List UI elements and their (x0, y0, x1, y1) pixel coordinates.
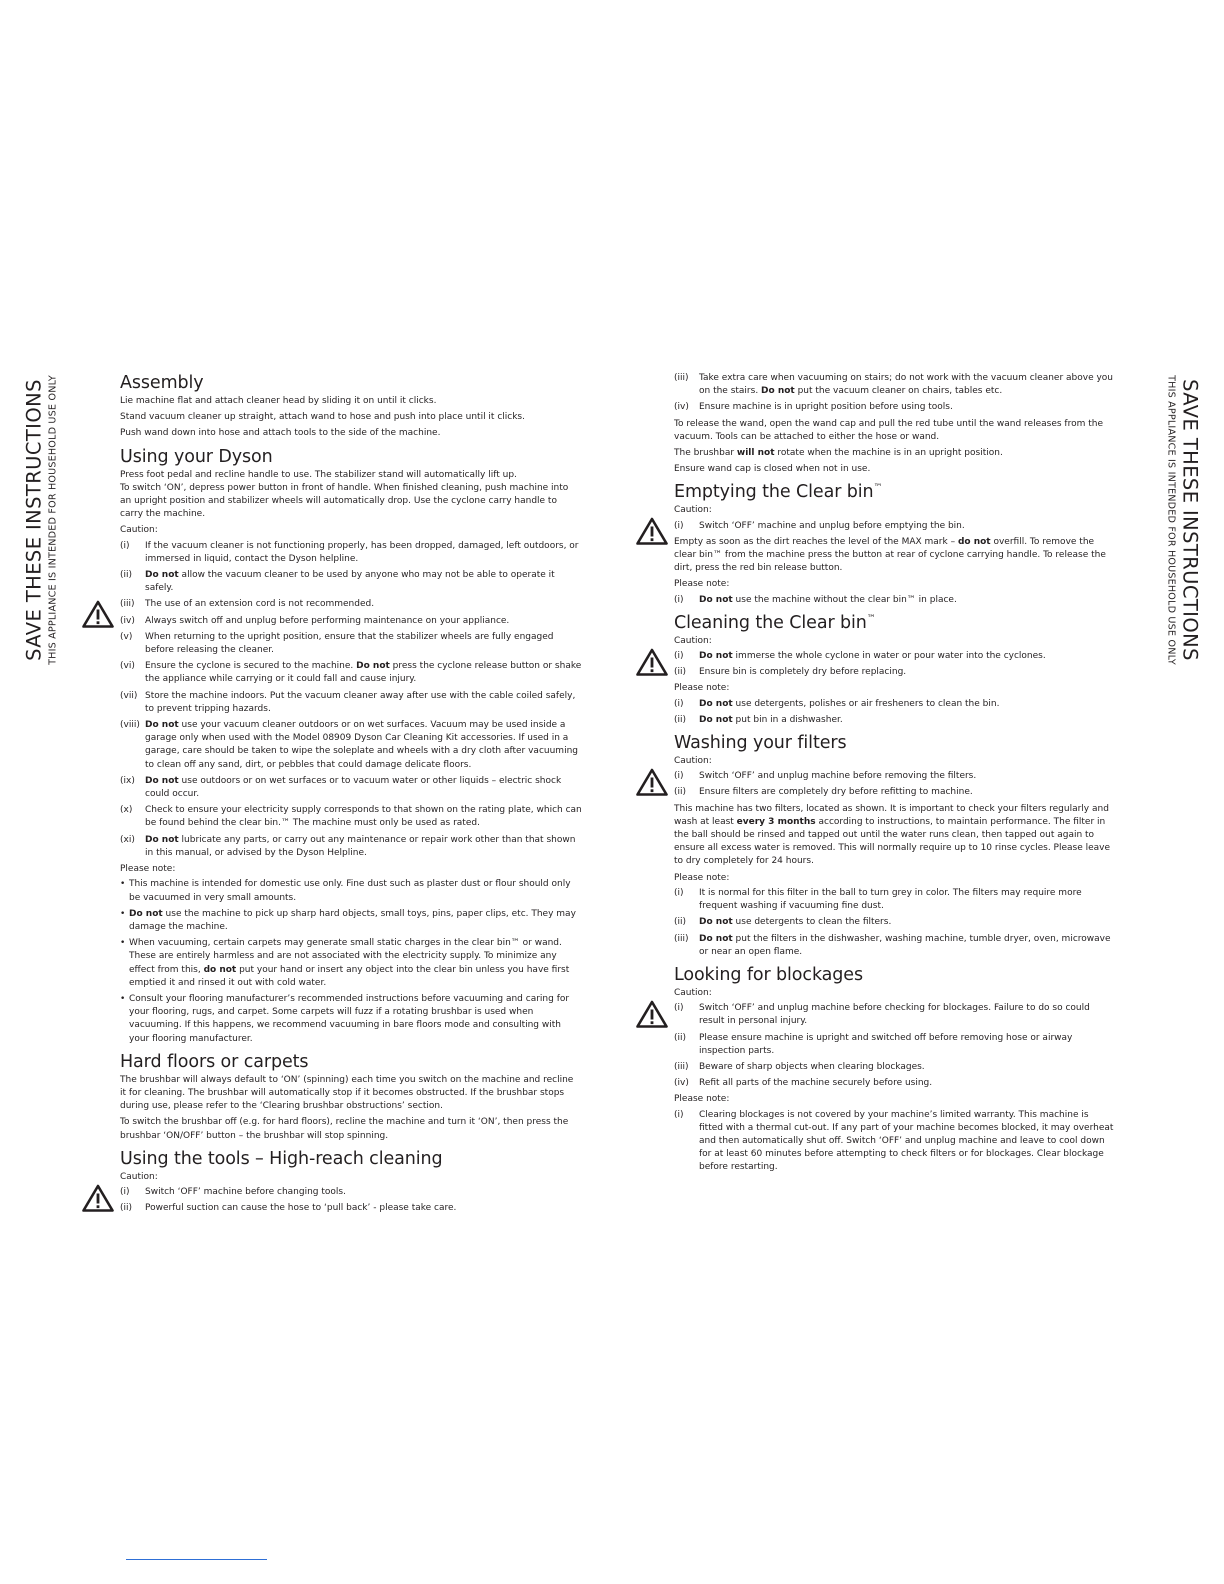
right-column (674, 372, 1114, 1178)
list-item: (iii) Do not put the filters in the dishwasher, washing machine, tumble dryer, oven, microwave or near an open flame. (674, 933, 1111, 957)
list-item: (viii) Do not use your vacuum cleaner outdoors or on wet surfaces. Vacuum may be used inside a garage only when used with the Model 08909 Dyson Car Cleaning Kit accessories. If used in a garage, care should be taken to wipe the soleplate and wheels with a dry cloth after vacuuming to clean off any sand, dirt, or pebbles that could damage delicate floors. (120, 720, 578, 770)
list-item: (iii) The use of an extension cord is not recommended. (120, 599, 375, 610)
list-item: (ii) Do not put bin in a dishwasher. (674, 714, 843, 725)
note-label: Please note: (674, 683, 730, 694)
note-label: Please note: (120, 864, 176, 875)
list-item: (iv) Refit all parts of the machine securely before using. (674, 1078, 933, 1089)
paragraph: Ensure wand cap is closed when not in use. (674, 464, 871, 475)
section-heading: Cleaning the Clear bin™ (674, 612, 876, 633)
warning-triangle-icon (636, 517, 668, 545)
list-item: (i) Switch ‘OFF’ machine before changing tools. (120, 1186, 346, 1197)
list-item: (i) Switch ‘OFF’ and unplug machine before checking for blockages. Failure to do so could result in personal injury. (674, 1003, 1090, 1027)
list-item: (i) It is normal for this filter in the ball to turn grey in color. The filters may require more frequent washing if vacuuming fine dust. (674, 887, 1082, 912)
side-banner-left (18, 375, 64, 665)
paragraph: Lie machine flat and attach cleaner head by sliding it on until it clicks. (120, 396, 437, 406)
list-item: (iii) Beware of sharp objects when clearing blockages. (674, 1061, 925, 1072)
list-item: (iv) Ensure machine is in upright position before using tools. (674, 402, 953, 413)
list-item: (i) Switch ‘OFF’ machine and unplug before emptying the bin. (674, 520, 965, 531)
paragraph: To switch the brushbar off (e.g. for hard floors), recline the machine and turn it ‘ON’, then press the brushbar ‘ON/OFF’ button – the brushbar will stop spinning. (120, 1117, 569, 1141)
bullet-item: • Consult your flooring manufacturer’s recommended instructions before vacuuming and caring for your flooring, rugs, and carpet. Some carpets will fuzz if a rotating brushbar is used when vacuuming. If this happens, we recommend vacuuming in bare floors mode and consulting with your flooring manufacturer. (120, 993, 570, 1044)
section-heading: Looking for blockages (674, 964, 863, 985)
section-assembly (120, 372, 582, 441)
list-item: (ix) Do not use outdoors or on wet surfaces or to vacuum water or other liquids – electric shock could occur. (120, 775, 562, 800)
paragraph: Press foot pedal and recline handle to use. The stabilizer stand will automatically lift up. (120, 469, 517, 480)
section-using-your-dyson (120, 446, 582, 1046)
list-item: (xi) Do not lubricate any parts, or carry out any maintenance or repair work other than that shown in this manual, or advised by the Dyson Helpline. (120, 834, 576, 858)
side-banner-right (1160, 375, 1206, 665)
side-title: SAVE THESE INSTRUCTIONS (1178, 379, 1202, 661)
section-heading: Emptying the Clear bin™ (674, 482, 883, 503)
section-heading: Using your Dyson (120, 446, 273, 467)
list-item: (ii) Ensure bin is completely dry before replacing. (674, 667, 907, 678)
side-subtitle: THIS APPLIANCE IS INTENDED FOR HOUSEHOLD USE ONLY (47, 375, 59, 665)
section-hard-floors (120, 1051, 582, 1143)
section-heading: Assembly (120, 373, 204, 393)
caution-label: Caution: (674, 756, 712, 767)
note-label: Please note: (674, 579, 730, 590)
list-item: (vi) Ensure the cyclone is secured to the machine. Do not press the cyclone release button or shake the appliance while carrying or it could fall and cause injury. (120, 661, 582, 685)
caution-label: Caution: (674, 987, 712, 998)
section-heading: Hard floors or carpets (120, 1051, 309, 1072)
paragraph: Empty as soon as the dirt reaches the level of the MAX mark – do not overfill. To remove the clear bin™ from the machine press the button at rear of cyclone carrying handle. To release the dirt, press the red bin release button. (674, 536, 1106, 574)
list-item: (i) Do not use the machine without the clear bin™ in place. (674, 594, 957, 605)
bullet-item: • This machine is intended for domestic use only. Fine dust such as plaster dust or flour should only be vacuumed in very small amounts. (120, 879, 571, 903)
paragraph: Stand vacuum cleaner up straight, attach wand to hose and push into place until it clicks. (120, 412, 525, 423)
warning-triangle-icon (82, 1184, 114, 1212)
list-item: (i) Do not immerse the whole cyclone in water or pour water into the cyclones. (674, 651, 1046, 662)
section-using-tools (120, 1148, 582, 1216)
section-heading: Washing your filters (674, 733, 847, 754)
warning-triangle-icon (636, 1000, 668, 1028)
paragraph: To switch ‘ON’, depress power button in front of handle. When finished cleaning, push machine into an upright position and stabilizer wheels will automatically drop. Use the cyclone carry handle to carry the machine. (120, 482, 569, 520)
list-item: (v) When returning to the upright position, ensure that the stabilizer wheels are fully engaged before releasing the cleaner. (120, 631, 554, 656)
list-item: (x) Check to ensure your electricity supply corresponds to that shown on the rating plate, which can be found behind the clear bin.™ The machine must only be used as rated. (120, 805, 582, 829)
paragraph: To release the wand, open the wand cap and pull the red tube until the wand releases from the vacuum. Tools can be attached to either the hose or wand. (674, 418, 1103, 442)
section-using-tools-continued (674, 372, 1114, 476)
note-label: Please note: (674, 1094, 730, 1105)
section-emptying-clear-bin (674, 481, 1114, 606)
section-heading: Using the tools – High-reach cleaning (120, 1148, 443, 1169)
bullet-item: • Do not use the machine to pick up sharp hard objects, small toys, pins, paper clips, etc. They may damage the machine. (120, 908, 576, 932)
list-item: (ii) Do not use detergents to clean the filters. (674, 917, 892, 928)
list-item: (i) Clearing blockages is not covered by your machine’s limited warranty. This machine is fitted with a thermal cut-out. If any part of your machine becomes blocked, it may overheat and then automatically shut off. Switch ‘OFF’ and unplug machine and leave to cool down for at least 60 minutes before attempting to check filters or for blockages. Clear blockage before restarting. (674, 1109, 1114, 1173)
section-cleaning-clear-bin (674, 612, 1114, 727)
list-item: (i) Do not use detergents, polishes or air fresheners to clean the bin. (674, 698, 1000, 709)
left-column (120, 372, 582, 1218)
side-subtitle: THIS APPLIANCE IS INTENDED FOR HOUSEHOLD USE ONLY (1165, 375, 1177, 665)
list-item: (iv) Always switch off and unplug before performing maintenance on your appliance. (120, 615, 510, 626)
list-item: (ii) Do not allow the vacuum cleaner to be used by anyone who may not be able to operate it safely. (120, 570, 555, 594)
list-item: (i) If the vacuum cleaner is not functioning properly, has been dropped, damaged, left outdoors, or immersed in liquid, contact the Dyson helpline. (120, 540, 579, 564)
list-item: (ii) Powerful suction can cause the hose to ‘pull back’ - please take care. (120, 1203, 457, 1214)
caution-label: Caution: (674, 635, 712, 646)
list-item: (ii) Please ensure machine is upright and switched off before removing hose or airway inspection parts. (674, 1032, 1073, 1056)
bullet-item: • When vacuuming, certain carpets may generate small static charges in the clear bin™ or wand. These are entirely harmless and are not associated with the electricity supply. To minimize any effect from this, do not put your hand or insert any object into the clear bin unless you have first emptied it and rinsed it out with cold water. (120, 938, 570, 988)
list-item: (i) Switch ‘OFF’ and unplug machine before removing the filters. (674, 771, 977, 782)
warning-triangle-icon (82, 600, 114, 628)
warning-triangle-icon (636, 768, 668, 796)
caution-label: Caution: (674, 505, 712, 516)
paragraph: The brushbar will not rotate when the machine is in an upright position. (674, 448, 1003, 459)
paragraph: This machine has two filters, located as shown. It is important to check your filters regularly and wash at least every 3 months according to instructions, to maintain performance. The filter in the ball should be rinsed and tapped out until the water runs clean, then tapped out again to ensure all excess water is removed. This will normally require up to 10 rinse cycles. Please leave to dry completely for 24 hours. (674, 803, 1111, 867)
warning-triangle-icon (636, 648, 668, 676)
list-item: (iii) Take extra care when vacuuming on stairs; do not work with the vacuum cleaner above you on the stairs. Do not put the vacuum cleaner on chairs, tables etc. (674, 373, 1114, 397)
list-item: (vii) Store the machine indoors. Put the vacuum cleaner away after use with the cable coiled safely, to prevent tripping hazards. (120, 690, 576, 714)
side-title: SAVE THESE INSTRUCTIONS (22, 379, 46, 661)
note-label: Please note: (674, 872, 730, 883)
list-item: (ii) Ensure filters are completely dry before refitting to machine. (674, 787, 973, 798)
caution-label: Caution: (120, 525, 158, 536)
footer-link-line (126, 1559, 267, 1560)
caution-label: Caution: (120, 1171, 158, 1182)
section-washing-filters (674, 732, 1114, 959)
paragraph: Push wand down into hose and attach tools to the side of the machine. (120, 428, 441, 439)
paragraph: The brushbar will always default to ‘ON’ (spinning) each time you switch on the machine and recline it for cleaning. The brushbar will automatically stop if it becomes obstructed. If the brushbar stops during use, please refer to the ‘Clearing brushbar obstructions’ section. (120, 1074, 574, 1112)
section-looking-for-blockages (674, 964, 1114, 1175)
